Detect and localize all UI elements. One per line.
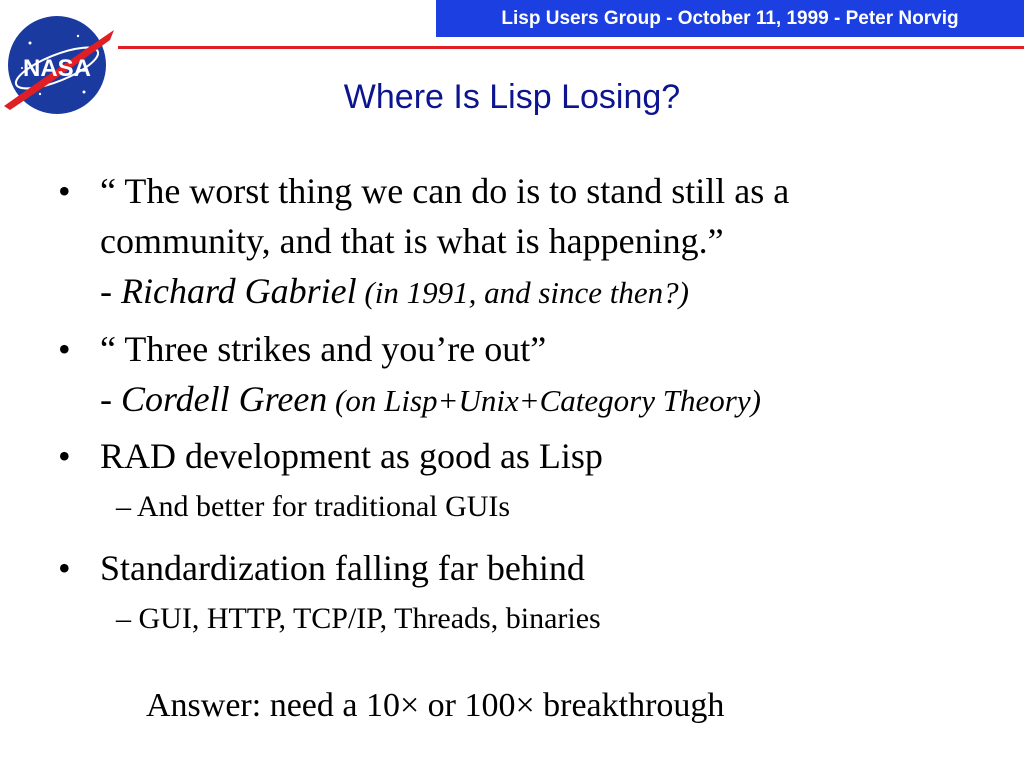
attribution-note: (on Lisp+Unix+Category Theory) — [327, 383, 761, 418]
bullet-line: community, and that is what is happening.” — [100, 221, 724, 261]
bullet-marker: • — [58, 436, 71, 476]
bullet-marker: • — [58, 548, 71, 588]
attribution-prefix: - — [100, 271, 121, 311]
header-banner: Lisp Users Group - October 11, 1999 - Peter Norvig — [436, 0, 1024, 37]
attribution-name: Cordell Green — [121, 379, 328, 419]
bullet-marker: • — [58, 329, 71, 369]
bullet-marker: • — [58, 171, 71, 211]
bullet-line: RAD development as good as Lisp — [100, 436, 603, 476]
attribution-prefix: - — [100, 379, 121, 419]
bullet-line: “ Three strikes and you’re out” — [100, 329, 547, 369]
attribution — [100, 266, 1000, 318]
answer-line: Answer: need a 10× or 100× breakthrough — [146, 687, 725, 724]
attribution-note: (in 1991, and since then?) — [356, 275, 689, 310]
bullet-line: Standardization falling far behind — [100, 548, 585, 588]
logo-text: NASA — [22, 55, 92, 82]
sub-bullet-marker: – — [116, 602, 131, 635]
attribution-name: Richard Gabriel — [121, 271, 357, 311]
sub-bullet — [116, 487, 510, 527]
sub-bullet — [116, 599, 601, 639]
bullet-line: “ The worst thing we can do is to stand still as a — [100, 171, 790, 211]
slide-title: Where Is Lisp Losing? — [343, 78, 681, 116]
sub-bullet-marker: – — [116, 490, 131, 523]
header-rule — [118, 46, 1024, 49]
sub-bullet-text: And better for traditional GUIs — [136, 490, 511, 523]
sub-bullet-text: GUI, HTTP, TCP/IP, Threads, binaries — [138, 602, 601, 635]
attribution — [100, 374, 1000, 426]
